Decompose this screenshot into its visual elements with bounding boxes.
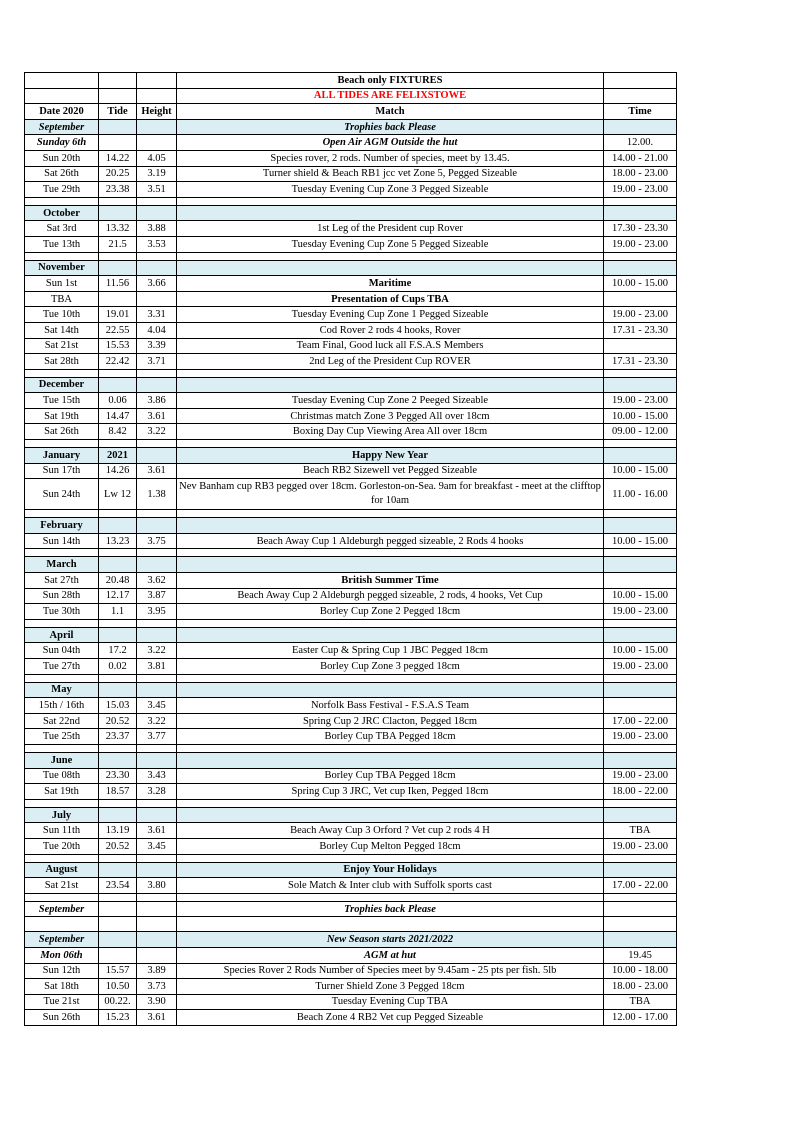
fixture-row: [25, 354, 677, 370]
cell-tide: 11.56: [99, 276, 137, 292]
spacer-row: [25, 674, 677, 682]
cell-match: New Season starts 2021/2022: [177, 932, 604, 948]
cell-height: 3.88: [137, 221, 177, 237]
cell-match: Spring Cup 2 JRC Clacton, Pegged 18cm: [177, 713, 604, 729]
cell-tide: 2021: [99, 448, 137, 464]
cell-tide: 19.01: [99, 307, 137, 323]
cell-date: Sun 28th: [25, 588, 99, 604]
month-header-row: [25, 752, 677, 768]
fixture-row: [25, 979, 677, 995]
cell-tide: 13.23: [99, 533, 137, 549]
cell-tide: 12.17: [99, 588, 137, 604]
cell-date: January: [25, 448, 99, 464]
fixture-row: [25, 573, 677, 589]
cell-tide: 14.22: [99, 150, 137, 166]
cell-date: March: [25, 557, 99, 573]
fixture-row: [25, 479, 677, 510]
cell-date: Tue 10th: [25, 307, 99, 323]
cell-height: 3.66: [137, 276, 177, 292]
cell-match: Tuesday Evening Cup Zone 2 Peeged Sizeable: [177, 393, 604, 409]
cell-date: Sun 1st: [25, 276, 99, 292]
cell-time: 17.31 - 23.30: [604, 322, 677, 338]
cell-tide: 23.54: [99, 878, 137, 894]
cell-match: Happy New Year: [177, 448, 604, 464]
cell-date: October: [25, 205, 99, 221]
cell-tide: 0.06: [99, 393, 137, 409]
cell-tide: 22.55: [99, 322, 137, 338]
cell-time: 17.00 - 22.00: [604, 713, 677, 729]
cell-date: July: [25, 807, 99, 823]
cell-match: Beach Away Cup 3 Orford ? Vet cup 2 rods 4 H: [177, 823, 604, 839]
cell-date: Tue 25th: [25, 729, 99, 745]
cell-tide: 00.22.: [99, 994, 137, 1010]
fixture-row: [25, 588, 677, 604]
cell-time: 12.00 - 17.00: [604, 1010, 677, 1026]
cell-match: Tuesday Evening Cup TBA: [177, 994, 604, 1010]
cell-height: 3.73: [137, 979, 177, 995]
month-header-row: [25, 205, 677, 221]
subtitle-row: [25, 88, 677, 104]
cell-time: 19.00 - 23.00: [604, 604, 677, 620]
cell-time: TBA: [604, 823, 677, 839]
cell-time: 10.00 - 18.00: [604, 963, 677, 979]
cell-date: Tue 29th: [25, 182, 99, 198]
cell-height: 3.43: [137, 768, 177, 784]
spacer-row: [25, 369, 677, 377]
cell-date: Sat 26th: [25, 166, 99, 182]
cell-match: Turner shield & Beach RB1 jcc vet Zone 5, Pegged Sizeable: [177, 166, 604, 182]
cell-height: 3.95: [137, 604, 177, 620]
spacer-row: [25, 197, 677, 205]
cell-match: Borley Cup TBA Pegged 18cm: [177, 729, 604, 745]
spacer-row: [25, 510, 677, 518]
cell-match: Easter Cup & Spring Cup 1 JBC Pegged 18cm: [177, 643, 604, 659]
fixture-row: [25, 533, 677, 549]
cell-tide: 14.26: [99, 463, 137, 479]
cell-date: Sat 19th: [25, 408, 99, 424]
cell-tide: 13.32: [99, 221, 137, 237]
cell-height: 3.61: [137, 408, 177, 424]
fixtures-table: [24, 72, 677, 1026]
fixture-row: [25, 221, 677, 237]
cell-match: Tuesday Evening Cup Zone 5 Pegged Sizeable: [177, 236, 604, 252]
cell-time: 18.00 - 23.00: [604, 979, 677, 995]
cell-height: 1.38: [137, 479, 177, 510]
fixture-row: [25, 276, 677, 292]
cell-date: Sat 3rd: [25, 221, 99, 237]
cell-date: Sat 18th: [25, 979, 99, 995]
cell-height: 3.39: [137, 338, 177, 354]
column-header-row: [25, 104, 677, 120]
cell-height: 3.22: [137, 713, 177, 729]
cell-time: 18.00 - 23.00: [604, 166, 677, 182]
spacer-row: [25, 799, 677, 807]
cell-time: 10.00 - 15.00: [604, 276, 677, 292]
cell-time: 09.00 - 12.00: [604, 424, 677, 440]
cell-match: Tuesday Evening Cup Zone 3 Pegged Sizeable: [177, 182, 604, 198]
cell-time: 14.00 - 21.00: [604, 150, 677, 166]
fixture-row: [25, 963, 677, 979]
cell-date: April: [25, 627, 99, 643]
fixture-row: [25, 823, 677, 839]
cell-height: 3.45: [137, 838, 177, 854]
cell-time: 17.31 - 23.30: [604, 354, 677, 370]
cell-match: Beach Away Cup 1 Aldeburgh pegged sizeable, 2 Rods 4 hooks: [177, 533, 604, 549]
fixture-row: [25, 729, 677, 745]
cell-match: Beach RB2 Sizewell vet Pegged Sizeable: [177, 463, 604, 479]
cell-match: Beach Away Cup 2 Aldeburgh pegged sizeable, 2 rods, 4 hooks, Vet Cup: [177, 588, 604, 604]
cell-height: 3.89: [137, 963, 177, 979]
cell-height: 3.61: [137, 463, 177, 479]
cell-match: 1st Leg of the President cup Rover: [177, 221, 604, 237]
fixture-row: [25, 182, 677, 198]
fixture-row: [25, 408, 677, 424]
spacer-row: [25, 549, 677, 557]
fixture-row: [25, 878, 677, 894]
cell-time: 19.00 - 23.00: [604, 393, 677, 409]
cell-date: Sat 14th: [25, 322, 99, 338]
cell-height: 3.90: [137, 994, 177, 1010]
cell-height: 3.31: [137, 307, 177, 323]
cell-tide: 23.38: [99, 182, 137, 198]
cell-height: 3.61: [137, 1010, 177, 1026]
col-header-date: Date 2020: [25, 104, 99, 120]
fixture-row: [25, 698, 677, 714]
col-header-height: Height: [137, 104, 177, 120]
cell-date: December: [25, 377, 99, 393]
cell-match: Sole Match & Inter club with Suffolk sports cast: [177, 878, 604, 894]
fixture-row: [25, 307, 677, 323]
cell-date: Sat 26th: [25, 424, 99, 440]
cell-height: 3.81: [137, 659, 177, 675]
cell-match: Norfolk Bass Festival - F.S.A.S Team: [177, 698, 604, 714]
cell-tide: 20.52: [99, 838, 137, 854]
cell-match: Team Final, Good luck all F.S.A.S Members: [177, 338, 604, 354]
fixture-row: [25, 322, 677, 338]
cell-date: Tue 21st: [25, 994, 99, 1010]
cell-tide: 15.53: [99, 338, 137, 354]
cell-tide: 14.47: [99, 408, 137, 424]
month-header-row: [25, 448, 677, 464]
cell-tide: 21.5: [99, 236, 137, 252]
cell-tide: 20.48: [99, 573, 137, 589]
cell-date: Sat 21st: [25, 878, 99, 894]
cell-tide: 20.52: [99, 713, 137, 729]
fixture-row: [25, 166, 677, 182]
cell-tide: 15.57: [99, 963, 137, 979]
table-title: Beach only FIXTURES: [177, 73, 604, 89]
cell-tide: 22.42: [99, 354, 137, 370]
cell-height: 3.62: [137, 573, 177, 589]
cell-date: Sat 27th: [25, 573, 99, 589]
cell-match: AGM at hut: [177, 947, 604, 963]
fixture-row: [25, 463, 677, 479]
spacer-row: [25, 252, 677, 260]
cell-height: 3.75: [137, 533, 177, 549]
month-header-row: [25, 807, 677, 823]
cell-height: 3.77: [137, 729, 177, 745]
title-row: [25, 73, 677, 89]
cell-date: September: [25, 901, 99, 917]
cell-height: 3.86: [137, 393, 177, 409]
cell-match: Beach Zone 4 RB2 Vet cup Pegged Sizeable: [177, 1010, 604, 1026]
cell-date: 15th / 16th: [25, 698, 99, 714]
fixture-row: [25, 338, 677, 354]
cell-match: 2nd Leg of the President Cup ROVER: [177, 354, 604, 370]
month-header-row: [25, 932, 677, 948]
cell-time: 12.00.: [604, 135, 677, 151]
spacer-row: [25, 440, 677, 448]
spacer-row: [25, 893, 677, 901]
month-header-row: [25, 557, 677, 573]
cell-tide: 13.19: [99, 823, 137, 839]
cell-time: 19.00 - 23.00: [604, 659, 677, 675]
cell-date: May: [25, 682, 99, 698]
fixture-row: [25, 643, 677, 659]
cell-date: Mon 06th: [25, 947, 99, 963]
cell-match: Borley Cup Zone 2 Pegged 18cm: [177, 604, 604, 620]
cell-match: Tuesday Evening Cup Zone 1 Pegged Sizeable: [177, 307, 604, 323]
cell-time: 19.00 - 23.00: [604, 236, 677, 252]
cell-tide: 15.23: [99, 1010, 137, 1026]
cell-date: Sat 21st: [25, 338, 99, 354]
fixture-row: [25, 424, 677, 440]
fixture-row: [25, 768, 677, 784]
cell-tide: 10.50: [99, 979, 137, 995]
month-header-row: [25, 518, 677, 534]
cell-date: Sunday 6th: [25, 135, 99, 151]
cell-height: 3.71: [137, 354, 177, 370]
cell-time: 11.00 - 16.00: [604, 479, 677, 510]
cell-time: 17.30 - 23.30: [604, 221, 677, 237]
cell-match: Nev Banham cup RB3 pegged over 18cm. Gorleston-on-Sea. 9am for breakfast - meet at the clifftop for 10am: [177, 479, 604, 510]
cell-tide: 8.42: [99, 424, 137, 440]
cell-date: Sun 17th: [25, 463, 99, 479]
cell-tide: 20.25: [99, 166, 137, 182]
fixture-row: [25, 838, 677, 854]
cell-tide: 15.03: [99, 698, 137, 714]
cell-date: Tue 13th: [25, 236, 99, 252]
cell-time: 19.45: [604, 947, 677, 963]
cell-time: 10.00 - 15.00: [604, 533, 677, 549]
cell-date: TBA: [25, 291, 99, 307]
cell-tide: 1.1: [99, 604, 137, 620]
tides-note: ALL TIDES ARE FELIXSTOWE: [177, 88, 604, 104]
fixture-row: [25, 135, 677, 151]
cell-match: Christmas match Zone 3 Pegged All over 18cm: [177, 408, 604, 424]
cell-height: 3.45: [137, 698, 177, 714]
cell-match: Turner Shield Zone 3 Pegged 18cm: [177, 979, 604, 995]
fixture-row: [25, 901, 677, 917]
cell-time: 10.00 - 15.00: [604, 408, 677, 424]
fixture-row: [25, 994, 677, 1010]
cell-tide: Lw 12: [99, 479, 137, 510]
fixture-row: [25, 393, 677, 409]
spacer-row: [25, 744, 677, 752]
fixture-row: [25, 291, 677, 307]
cell-tide: 23.30: [99, 768, 137, 784]
cell-date: November: [25, 260, 99, 276]
cell-date: Sun 26th: [25, 1010, 99, 1026]
month-header-row: [25, 260, 677, 276]
cell-match: Trophies back Please: [177, 119, 604, 135]
fixture-row: [25, 1010, 677, 1026]
cell-match: Borley Cup TBA Pegged 18cm: [177, 768, 604, 784]
cell-match: Boxing Day Cup Viewing Area All over 18cm: [177, 424, 604, 440]
cell-date: Tue 27th: [25, 659, 99, 675]
cell-height: 3.22: [137, 643, 177, 659]
cell-time: 19.00 - 23.00: [604, 768, 677, 784]
cell-match: Species Rover 2 Rods Number of Species meet by 9.45am - 25 pts per fish. 5lb: [177, 963, 604, 979]
cell-date: Sat 19th: [25, 784, 99, 800]
cell-time: TBA: [604, 994, 677, 1010]
cell-match: Borley Cup Melton Pegged 18cm: [177, 838, 604, 854]
cell-height: 4.04: [137, 322, 177, 338]
cell-date: Sun 11th: [25, 823, 99, 839]
month-header-row: [25, 862, 677, 878]
cell-date: September: [25, 932, 99, 948]
fixture-row: [25, 947, 677, 963]
spacer-row: [25, 917, 677, 932]
cell-match: Borley Cup Zone 3 pegged 18cm: [177, 659, 604, 675]
cell-match: Trophies back Please: [177, 901, 604, 917]
cell-date: Sun 12th: [25, 963, 99, 979]
col-header-tide: Tide: [99, 104, 137, 120]
cell-match: Enjoy Your Holidays: [177, 862, 604, 878]
cell-date: September: [25, 119, 99, 135]
cell-height: 3.80: [137, 878, 177, 894]
cell-date: Tue 20th: [25, 838, 99, 854]
cell-time: 19.00 - 23.00: [604, 307, 677, 323]
cell-time: 17.00 - 22.00: [604, 878, 677, 894]
cell-date: Tue 08th: [25, 768, 99, 784]
cell-date: Tue 30th: [25, 604, 99, 620]
cell-date: Sat 28th: [25, 354, 99, 370]
fixture-row: [25, 784, 677, 800]
fixture-row: [25, 659, 677, 675]
cell-date: Sun 04th: [25, 643, 99, 659]
cell-height: 4.05: [137, 150, 177, 166]
cell-match: Species rover, 2 rods. Number of species, meet by 13.45.: [177, 150, 604, 166]
cell-date: February: [25, 518, 99, 534]
cell-height: 3.87: [137, 588, 177, 604]
cell-height: 3.22: [137, 424, 177, 440]
cell-time: 10.00 - 15.00: [604, 588, 677, 604]
cell-match: Open Air AGM Outside the hut: [177, 135, 604, 151]
month-header-row: [25, 119, 677, 135]
col-header-match: Match: [177, 104, 604, 120]
cell-height: 3.61: [137, 823, 177, 839]
cell-height: 3.53: [137, 236, 177, 252]
col-header-time: Time: [604, 104, 677, 120]
cell-match: Maritime: [177, 276, 604, 292]
fixture-row: [25, 713, 677, 729]
cell-date: Sun 14th: [25, 533, 99, 549]
cell-date: August: [25, 862, 99, 878]
cell-date: Tue 15th: [25, 393, 99, 409]
spacer-row: [25, 854, 677, 862]
cell-tide: 18.57: [99, 784, 137, 800]
cell-height: 3.28: [137, 784, 177, 800]
cell-match: British Summer Time: [177, 573, 604, 589]
spacer-row: [25, 619, 677, 627]
cell-time: 19.00 - 23.00: [604, 838, 677, 854]
fixture-row: [25, 604, 677, 620]
cell-height: 3.19: [137, 166, 177, 182]
cell-height: 3.51: [137, 182, 177, 198]
cell-match: Spring Cup 3 JRC, Vet cup Iken, Pegged 18cm: [177, 784, 604, 800]
cell-time: 19.00 - 23.00: [604, 729, 677, 745]
month-header-row: [25, 627, 677, 643]
fixture-row: [25, 150, 677, 166]
cell-time: 10.00 - 15.00: [604, 643, 677, 659]
cell-time: 19.00 - 23.00: [604, 182, 677, 198]
cell-date: June: [25, 752, 99, 768]
month-header-row: [25, 682, 677, 698]
cell-time: 18.00 - 22.00: [604, 784, 677, 800]
month-header-row: [25, 377, 677, 393]
cell-time: 10.00 - 15.00: [604, 463, 677, 479]
cell-tide: 23.37: [99, 729, 137, 745]
cell-match: Presentation of Cups TBA: [177, 291, 604, 307]
cell-date: Sun 20th: [25, 150, 99, 166]
cell-tide: 17.2: [99, 643, 137, 659]
cell-tide: 0.02: [99, 659, 137, 675]
cell-match: Cod Rover 2 rods 4 hooks, Rover: [177, 322, 604, 338]
fixture-row: [25, 236, 677, 252]
cell-date: Sun 24th: [25, 479, 99, 510]
cell-date: Sat 22nd: [25, 713, 99, 729]
